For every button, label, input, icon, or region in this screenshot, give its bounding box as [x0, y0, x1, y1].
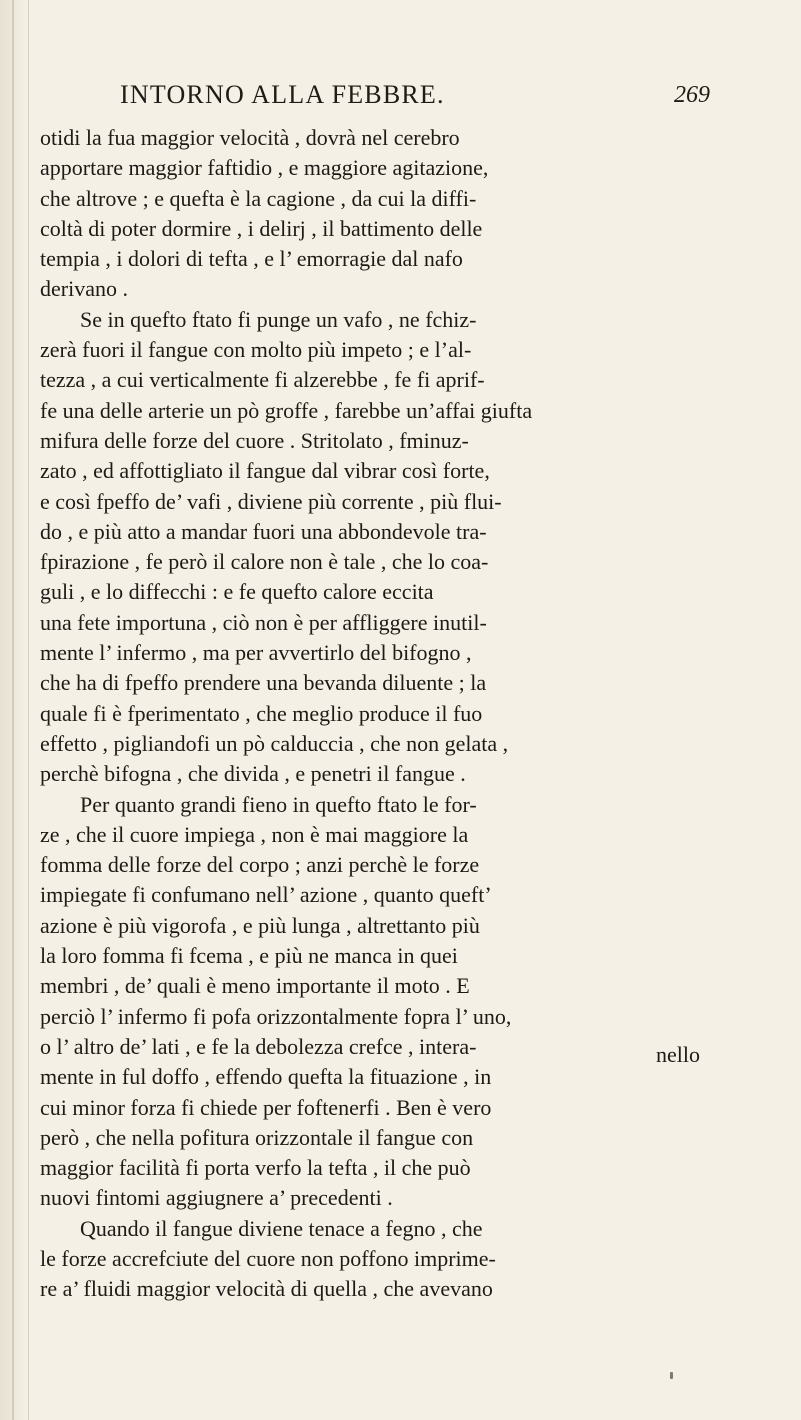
- text-line: o l’ altro de’ lati , e fe la debolezza crefce , intera-: [40, 1033, 477, 1059]
- text-line: effetto , pigliandofi un pò calduccia , che non gelata ,: [40, 730, 509, 756]
- text-line: tempia , i dolori di tefta , e l’ emorragie dal nafo: [40, 246, 463, 272]
- page-number: 269: [674, 82, 710, 108]
- text-line: ze , che il cuore impiega , non è mai maggiore la: [40, 821, 469, 847]
- text-line: e così fpeffo de’ vafi , diviene più corrente , più flui-: [40, 488, 502, 514]
- text-line: do , e più atto a mandar fuori una abbondevole tra-: [40, 518, 487, 544]
- text-line: fe una delle arterie un pò groffe , farebbe un’affai giufta: [40, 397, 533, 423]
- text-line: Quando il fangue diviene tenace a fegno , che: [80, 1215, 483, 1241]
- text-line: cui minor forza fi chiede per foftenerfi . Ben è vero: [40, 1094, 492, 1120]
- page-gutter: [0, 0, 29, 1420]
- text-line: coltà di poter dormire , i delirj , il battimento delle: [40, 215, 483, 241]
- text-line: impiegate fi confumano nell’ azione , quanto queft’: [40, 882, 492, 908]
- text-line: mente in ful doffo , effendo quefta la fituazione , in: [40, 1064, 492, 1090]
- text-line: perchè bifogna , che divida , e penetri il fangue .: [40, 761, 466, 787]
- running-title: INTORNO ALLA FEBBRE.: [120, 80, 445, 109]
- text-line: però , che nella pofitura orizzontale il fangue con: [40, 1124, 474, 1150]
- text-line: maggior facilità fi porta verfo la tefta , il che può: [40, 1155, 471, 1181]
- text-line: fomma delle forze del corpo ; anzi perchè le forze: [40, 852, 480, 878]
- text-line: Per quanto grandi fieno in quefto ftato le for-: [80, 791, 477, 817]
- text-line: zato , ed affottigliato il fangue dal vibrar così forte,: [40, 458, 490, 484]
- catchword: nello: [656, 1042, 700, 1067]
- text-line: guli , e lo diffecchi : e fe quefto calore eccita: [40, 579, 434, 605]
- text-line: azione è più vigorofa , e più lunga , altrettanto più: [40, 912, 480, 938]
- text-line: che ha di fpeffo prendere una bevanda diluente ; la: [40, 670, 487, 696]
- text-line: Se in quefto ftato fi punge un vafo , ne fchiz-: [80, 306, 477, 332]
- binding-edge: [12, 0, 14, 1420]
- text-line: perciò l’ infermo fi pofa orizzontalmente fopra l’ uno,: [40, 1003, 512, 1029]
- text-line: fpirazione , fe però il calore non è tale , che lo coa-: [40, 549, 489, 575]
- text-line: nuovi fintomi aggiugnere a’ precedenti .: [40, 1185, 393, 1211]
- text-line: apportare maggior faftidio , e maggiore agitazione,: [40, 155, 489, 181]
- text-line: una fete importuna , ciò non è per affliggere inutil-: [40, 609, 487, 635]
- text-line: che altrove ; e quefta è la cagione , da cui la diffi-: [40, 185, 477, 211]
- page-header: [120, 80, 710, 120]
- text-line: mente l’ infermo , ma per avvertirlo del bifogno ,: [40, 640, 472, 666]
- text-line: quale fi è fperimentato , che meglio produce il fuo: [40, 700, 483, 726]
- text-line: le forze accrefciute del cuore non poffono imprime-: [40, 1245, 496, 1271]
- text-line: mifura delle forze del cuore . Stritolato , fminuz-: [40, 427, 469, 453]
- text-line: re a’ fluidi maggior velocità di quella , che avevano: [40, 1276, 493, 1302]
- text-line: la loro fomma fi fcema , e più ne manca in quei: [40, 943, 458, 969]
- body-text: [40, 123, 780, 1305]
- text-line: tezza , a cui verticalmente fi alzerebbe , fe fi aprif-: [40, 367, 485, 393]
- text-line: zerà fuori il fangue con molto più impeto ; e l’al-: [40, 337, 472, 363]
- text-line: otidi la fua maggior velocità , dovrà nel cerebro: [40, 125, 460, 150]
- text-line: membri , de’ quali è meno importante il moto . E: [40, 973, 470, 999]
- paper-speck: [670, 1372, 673, 1379]
- text-line: derivano .: [40, 276, 128, 302]
